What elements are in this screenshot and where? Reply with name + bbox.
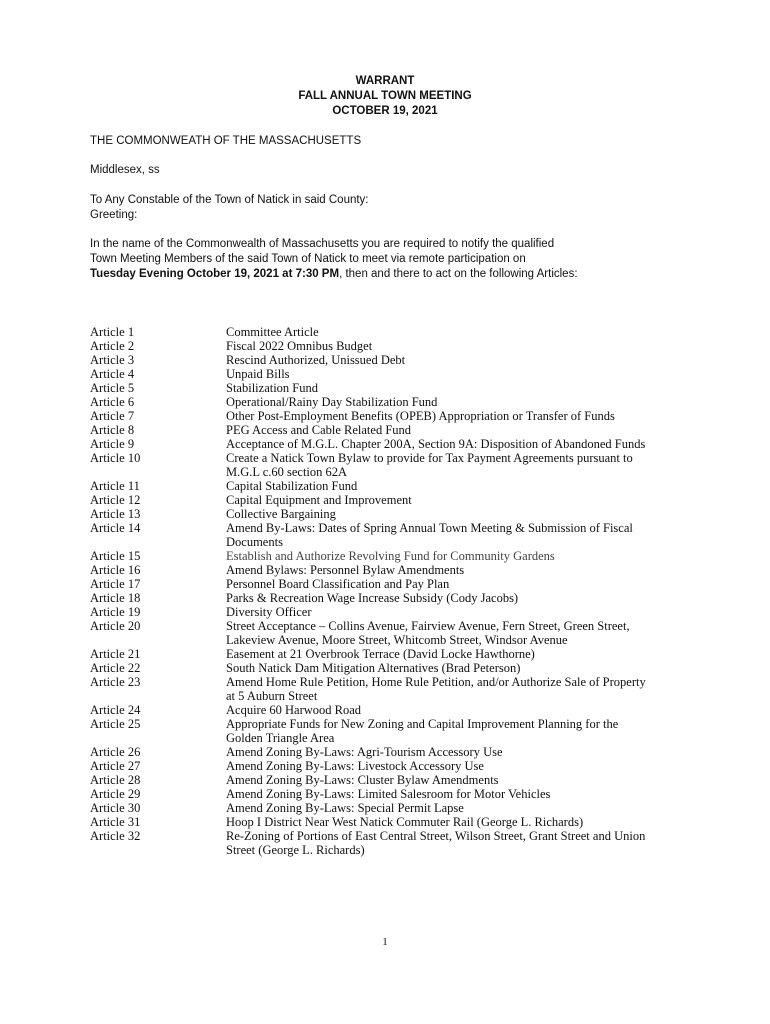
article-number: Article 9 [90,437,135,451]
article-title: Personnel Board Classification and Pay Plan [226,577,450,591]
article-row [90,787,690,801]
article-number: Article 31 [90,815,141,829]
article-row [90,507,690,521]
header-date: OCTOBER 19, 2021 [332,105,438,117]
article-title: Unpaid Bills [226,367,290,381]
article-title: Amend Zoning By-Laws: Livestock Accessory Use [226,759,484,773]
article-title: Appropriate Funds for New Zoning and Capital Improvement Planning for the Golden Triangle Area [226,717,619,745]
header-meeting: FALL ANNUAL TOWN MEETING [298,90,472,102]
article-number: Article 12 [90,493,141,507]
article-number: Article 14 [90,521,141,535]
article-title: Amend By-Laws: Dates of Spring Annual Town Meeting & Submission of Fiscal Documents [226,521,633,549]
article-title: Amend Zoning By-Laws: Limited Salesroom for Motor Vehicles [226,787,551,801]
article-title: Operational/Rainy Day Stabilization Fund [226,395,438,409]
article-row [90,479,690,493]
article-row [90,353,690,367]
address-line: To Any Constable of the Town of Natick in said County: [90,194,369,206]
article-number: Article 18 [90,591,141,605]
article-number: Article 10 [90,451,141,465]
warrant-header [0,74,770,119]
article-row [90,829,690,857]
article-title: Other Post-Employment Benefits (OPEB) Appropriation or Transfer of Funds [226,409,615,423]
meeting-datetime: Tuesday Evening October 19, 2021 at 7:30 PM [90,268,340,280]
article-row [90,661,690,675]
article-number: Article 26 [90,745,141,759]
article-title: PEG Access and Cable Related Fund [226,423,412,437]
article-number: Article 32 [90,829,141,843]
article-title: Easement at 21 Overbrook Terrace (David Locke Hawthorne) [226,647,535,661]
article-number: Article 13 [90,507,141,521]
article-row [90,717,690,745]
article-title: Amend Bylaws: Personnel Bylaw Amendments [226,563,465,577]
article-number: Article 21 [90,647,141,661]
article-row [90,339,690,353]
article-title: Create a Natick Town Bylaw to provide for Tax Payment Agreements pursuant to M.G.L c.60 section 62A [226,451,633,479]
article-row [90,437,690,451]
article-number: Article 11 [90,479,140,493]
article-row [90,619,690,647]
article-number: Article 28 [90,773,141,787]
article-number: Article 3 [90,353,135,367]
article-number: Article 17 [90,577,141,591]
articles-list [90,325,690,857]
commonwealth-line: THE COMMONWEATH OF THE MASSACHUSETTS [90,135,362,147]
article-title: Re-Zoning of Portions of East Central Street, Wilson Street, Grant Street and Union Street (George L. Richards) [226,829,646,857]
article-number: Article 22 [90,661,141,675]
article-row [90,367,690,381]
article-number: Article 4 [90,367,135,381]
article-title: Parks & Recreation Wage Increase Subsidy (Cody Jacobs) [226,591,519,605]
article-number: Article 27 [90,759,141,773]
header-title: WARRANT [355,75,415,87]
article-row [90,549,690,563]
article-row [90,423,690,437]
article-row [90,745,690,759]
article-title: Acceptance of M.G.L. Chapter 200A, Section 9A: Disposition of Abandoned Funds [226,437,646,451]
article-row [90,409,690,423]
article-number: Article 29 [90,787,141,801]
article-number: Article 6 [90,395,135,409]
article-title: Amend Zoning By-Laws: Agri-Tourism Accessory Use [226,745,503,759]
article-title: Stabilization Fund [226,381,319,395]
article-number: Article 1 [90,325,135,339]
article-row [90,563,690,577]
article-title: Amend Zoning By-Laws: Cluster Bylaw Amendments [226,773,499,787]
article-number: Article 20 [90,619,141,633]
article-number: Article 19 [90,605,141,619]
article-row [90,395,690,409]
article-row [90,325,690,339]
article-title: South Natick Dam Mitigation Alternatives (Brad Peterson) [226,661,521,675]
article-row [90,451,690,479]
article-row [90,605,690,619]
body-line-3-rest: , then and there to act on the following Articles: [339,268,578,280]
article-row [90,577,690,591]
body-line-3 [90,267,578,282]
county-line: Middlesex, ss [90,164,160,176]
article-number: Article 24 [90,703,141,717]
article-number: Article 30 [90,801,141,815]
page-number: 1 [382,936,388,948]
article-row [90,759,690,773]
body-line-2: Town Meeting Members of the said Town of Natick to meet via remote participation on [90,253,526,265]
article-row [90,675,690,703]
article-number: Article 16 [90,563,141,577]
article-row [90,801,690,815]
article-row [90,381,690,395]
article-title: Diversity Officer [226,605,312,619]
article-title: Acquire 60 Harwood Road [226,703,362,717]
article-row [90,493,690,507]
article-number: Article 25 [90,717,141,731]
article-row [90,815,690,829]
article-title: Capital Equipment and Improvement [226,493,412,507]
article-row [90,773,690,787]
article-title: Street Acceptance – Collins Avenue, Fairview Avenue, Fern Street, Green Street, Lakeview Avenue, Moore Street, Whitcomb Street, Windsor Avenue [226,619,630,647]
article-number: Article 23 [90,675,141,689]
article-row [90,647,690,661]
article-title: Establish and Authorize Revolving Fund for Community Gardens [226,549,555,563]
article-title: Capital Stabilization Fund [226,479,358,493]
article-title: Fiscal 2022 Omnibus Budget [226,339,373,353]
article-number: Article 2 [90,339,135,353]
article-row [90,521,690,549]
greeting-line: Greeting: [90,209,138,221]
article-title: Amend Home Rule Petition, Home Rule Petition, and/or Authorize Sale of Property at 5 Auburn Street [226,675,646,703]
article-number: Article 8 [90,423,135,437]
article-title: Amend Zoning By-Laws: Special Permit Lapse [226,801,464,815]
article-number: Article 15 [90,549,141,563]
article-number: Article 5 [90,381,135,395]
article-title: Committee Article [226,325,319,339]
article-number: Article 7 [90,409,135,423]
article-title: Collective Bargaining [226,507,336,521]
article-title: Hoop I District Near West Natick Commuter Rail (George L. Richards) [226,815,584,829]
article-title: Rescind Authorized, Unissued Debt [226,353,406,367]
body-line-1: In the name of the Commonwealth of Massachusetts you are required to notify the qualified [90,238,555,250]
article-row [90,591,690,605]
article-row [90,703,690,717]
